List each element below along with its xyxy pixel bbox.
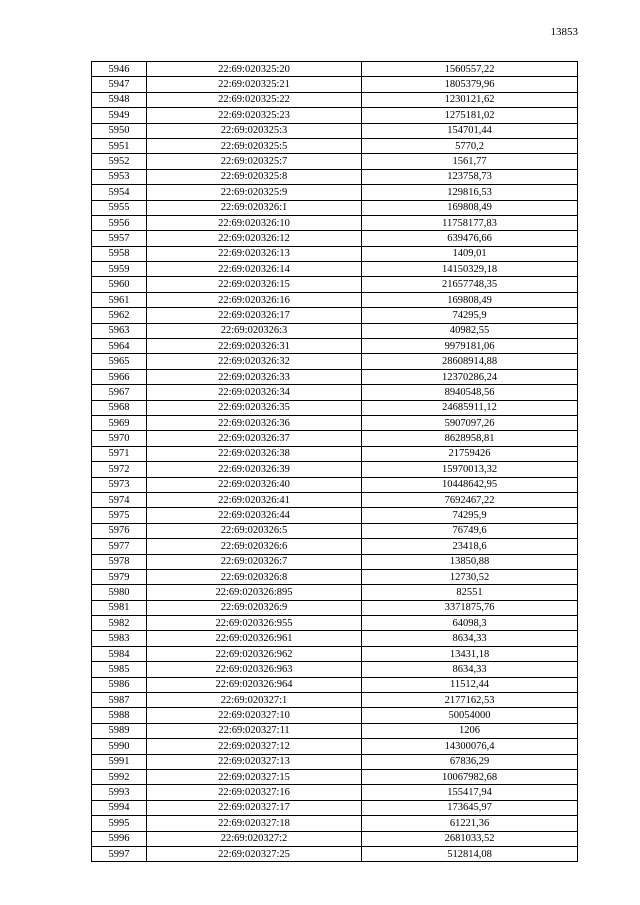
cadastral-value-cell: 1275181,02	[362, 108, 578, 123]
cadastral-number-cell: 22:69:020325:20	[147, 62, 362, 77]
table-row	[92, 215, 578, 230]
table-row	[92, 846, 578, 861]
table-row	[92, 677, 578, 692]
cadastral-value-cell: 74295,9	[362, 508, 578, 523]
row-number-cell: 5985	[92, 662, 147, 677]
cadastral-value-cell: 639476,66	[362, 231, 578, 246]
row-number-cell: 5962	[92, 308, 147, 323]
cadastral-number-cell: 22:69:020326:38	[147, 446, 362, 461]
cadastral-value-cell: 74295,9	[362, 308, 578, 323]
cadastral-number-cell: 22:69:020326:32	[147, 354, 362, 369]
cadastral-number-cell: 22:69:020327:13	[147, 754, 362, 769]
table-row	[92, 231, 578, 246]
cadastral-number-cell: 22:69:020327:18	[147, 816, 362, 831]
cadastral-value-cell: 8634,33	[362, 662, 578, 677]
row-number-cell: 5969	[92, 415, 147, 430]
table-row	[92, 446, 578, 461]
row-number-cell: 5974	[92, 492, 147, 507]
row-number-cell: 5975	[92, 508, 147, 523]
table-row	[92, 816, 578, 831]
row-number-cell: 5961	[92, 292, 147, 307]
cadastral-value-cell: 2177162,53	[362, 693, 578, 708]
row-number-cell: 5990	[92, 739, 147, 754]
cadastral-value-cell: 155417,94	[362, 785, 578, 800]
table-row	[92, 200, 578, 215]
row-number-cell: 5967	[92, 385, 147, 400]
table-row	[92, 415, 578, 430]
table-row	[92, 554, 578, 569]
cadastral-value-cell: 10448642,95	[362, 477, 578, 492]
row-number-cell: 5991	[92, 754, 147, 769]
cadastral-number-cell: 22:69:020326:1	[147, 200, 362, 215]
cadastral-value-cell: 14300076,4	[362, 739, 578, 754]
cadastral-value-cell: 2681033,52	[362, 831, 578, 846]
table-row	[92, 646, 578, 661]
row-number-cell: 5965	[92, 354, 147, 369]
cadastral-number-cell: 22:69:020326:5	[147, 523, 362, 538]
cadastral-value-cell: 5770,2	[362, 138, 578, 153]
table-row	[92, 769, 578, 784]
cadastral-value-cell: 8634,33	[362, 631, 578, 646]
cadastral-value-cell: 23418,6	[362, 539, 578, 554]
row-number-cell: 5958	[92, 246, 147, 261]
cadastral-number-cell: 22:69:020325:3	[147, 123, 362, 138]
cadastral-value-cell: 21759426	[362, 446, 578, 461]
cadastral-number-cell: 22:69:020326:964	[147, 677, 362, 692]
table-row	[92, 831, 578, 846]
table-row	[92, 754, 578, 769]
cadastral-value-cell: 5907097,26	[362, 415, 578, 430]
cadastral-value-cell: 1206	[362, 723, 578, 738]
cadastral-value-cell: 8940548,56	[362, 385, 578, 400]
cadastral-number-cell: 22:69:020326:40	[147, 477, 362, 492]
cadastral-value-cell: 15970013,32	[362, 462, 578, 477]
table-row	[92, 431, 578, 446]
row-number-cell: 5966	[92, 369, 147, 384]
cadastral-number-cell: 22:69:020326:6	[147, 539, 362, 554]
table-row	[92, 185, 578, 200]
row-number-cell: 5946	[92, 62, 147, 77]
row-number-cell: 5979	[92, 569, 147, 584]
cadastral-value-cell: 1560557,22	[362, 62, 578, 77]
table-row	[92, 77, 578, 92]
row-number-cell: 5981	[92, 600, 147, 615]
row-number-cell: 5954	[92, 185, 147, 200]
row-number-cell: 5982	[92, 616, 147, 631]
cadastral-number-cell: 22:69:020326:955	[147, 616, 362, 631]
row-number-cell: 5972	[92, 462, 147, 477]
cadastral-number-cell: 22:69:020326:3	[147, 323, 362, 338]
cadastral-value-cell: 129816,53	[362, 185, 578, 200]
cadastral-value-cell: 13431,18	[362, 646, 578, 661]
row-number-cell: 5978	[92, 554, 147, 569]
row-number-cell: 5992	[92, 769, 147, 784]
row-number-cell: 5986	[92, 677, 147, 692]
cadastral-value-cell: 12370286,24	[362, 369, 578, 384]
cadastral-value-cell: 1230121,62	[362, 92, 578, 107]
cadastral-value-cell: 40982,55	[362, 323, 578, 338]
table-row	[92, 708, 578, 723]
cadastral-number-cell: 22:69:020326:961	[147, 631, 362, 646]
table-row	[92, 662, 578, 677]
table-row	[92, 600, 578, 615]
row-number-cell: 5970	[92, 431, 147, 446]
row-number-cell: 5997	[92, 846, 147, 861]
cadastral-number-cell: 22:69:020325:7	[147, 154, 362, 169]
row-number-cell: 5996	[92, 831, 147, 846]
cadastral-number-cell: 22:69:020325:8	[147, 169, 362, 184]
row-number-cell: 5957	[92, 231, 147, 246]
cadastral-number-cell: 22:69:020326:895	[147, 585, 362, 600]
row-number-cell: 5983	[92, 631, 147, 646]
cadastral-number-cell: 22:69:020326:963	[147, 662, 362, 677]
table-row	[92, 369, 578, 384]
cadastral-number-cell: 22:69:020326:33	[147, 369, 362, 384]
table-row	[92, 154, 578, 169]
cadastral-number-cell: 22:69:020327:16	[147, 785, 362, 800]
cadastral-value-cell: 64098,3	[362, 616, 578, 631]
row-number-cell: 5951	[92, 138, 147, 153]
cadastral-number-cell: 22:69:020327:15	[147, 769, 362, 784]
row-number-cell: 5994	[92, 800, 147, 815]
cadastral-value-cell: 82551	[362, 585, 578, 600]
table-row	[92, 739, 578, 754]
table-row	[92, 569, 578, 584]
table-row	[92, 169, 578, 184]
table-row	[92, 539, 578, 554]
cadastral-number-cell: 22:69:020326:962	[147, 646, 362, 661]
table-row	[92, 123, 578, 138]
row-number-cell: 5980	[92, 585, 147, 600]
cadastral-number-cell: 22:69:020327:1	[147, 693, 362, 708]
cadastral-number-cell: 22:69:020325:21	[147, 77, 362, 92]
table-row	[92, 723, 578, 738]
table-row	[92, 108, 578, 123]
table-row	[92, 385, 578, 400]
cadastral-number-cell: 22:69:020327:17	[147, 800, 362, 815]
cadastral-value-cell: 123758,73	[362, 169, 578, 184]
cadastral-number-cell: 22:69:020326:34	[147, 385, 362, 400]
cadastral-number-cell: 22:69:020326:13	[147, 246, 362, 261]
table-row	[92, 262, 578, 277]
cadastral-value-cell: 11512,44	[362, 677, 578, 692]
row-number-cell: 5959	[92, 262, 147, 277]
row-number-cell: 5956	[92, 215, 147, 230]
cadastral-number-cell: 22:69:020327:25	[147, 846, 362, 861]
table-row	[92, 585, 578, 600]
cadastral-value-cell: 8628958,81	[362, 431, 578, 446]
row-number-cell: 5947	[92, 77, 147, 92]
cadastral-value-cell: 9979181,06	[362, 339, 578, 354]
cadastral-number-cell: 22:69:020326:8	[147, 569, 362, 584]
table-row	[92, 785, 578, 800]
table-row	[92, 400, 578, 415]
table-row	[92, 523, 578, 538]
cadastral-value-cell: 21657748,35	[362, 277, 578, 292]
cadastral-number-cell: 22:69:020326:35	[147, 400, 362, 415]
table-row	[92, 62, 578, 77]
cadastral-number-cell: 22:69:020326:16	[147, 292, 362, 307]
table-row	[92, 292, 578, 307]
table-row	[92, 631, 578, 646]
cadastral-value-cell: 7692467,22	[362, 492, 578, 507]
row-number-cell: 5950	[92, 123, 147, 138]
cadastral-value-cell: 14150329,18	[362, 262, 578, 277]
table-row	[92, 477, 578, 492]
cadastral-value-cell: 10067982,68	[362, 769, 578, 784]
table-body	[92, 62, 578, 862]
cadastral-number-cell: 22:69:020327:12	[147, 739, 362, 754]
table-row	[92, 308, 578, 323]
cadastral-number-cell: 22:69:020326:10	[147, 215, 362, 230]
cadastral-value-cell: 169808,49	[362, 200, 578, 215]
cadastral-value-cell: 28608914,88	[362, 354, 578, 369]
cadastral-number-cell: 22:69:020326:9	[147, 600, 362, 615]
table-row	[92, 616, 578, 631]
cadastral-number-cell: 22:69:020325:5	[147, 138, 362, 153]
cadastral-value-cell: 512814,08	[362, 846, 578, 861]
row-number-cell: 5989	[92, 723, 147, 738]
row-number-cell: 5988	[92, 708, 147, 723]
cadastral-number-cell: 22:69:020325:23	[147, 108, 362, 123]
cadastral-value-cell: 13850,88	[362, 554, 578, 569]
row-number-cell: 5984	[92, 646, 147, 661]
cadastral-number-cell: 22:69:020326:44	[147, 508, 362, 523]
table-row	[92, 277, 578, 292]
row-number-cell: 5971	[92, 446, 147, 461]
table-row	[92, 693, 578, 708]
row-number-cell: 5949	[92, 108, 147, 123]
cadastral-number-cell: 22:69:020326:14	[147, 262, 362, 277]
table-row	[92, 339, 578, 354]
row-number-cell: 5993	[92, 785, 147, 800]
row-number-cell: 5948	[92, 92, 147, 107]
table-row	[92, 462, 578, 477]
row-number-cell: 5964	[92, 339, 147, 354]
cadastral-value-cell: 12730,52	[362, 569, 578, 584]
row-number-cell: 5977	[92, 539, 147, 554]
cadastral-number-cell: 22:69:020327:2	[147, 831, 362, 846]
table-row	[92, 92, 578, 107]
cadastral-number-cell: 22:69:020326:12	[147, 231, 362, 246]
cadastral-value-cell: 50054000	[362, 708, 578, 723]
cadastral-number-cell: 22:69:020326:39	[147, 462, 362, 477]
table-row	[92, 354, 578, 369]
cadastral-value-cell: 24685911,12	[362, 400, 578, 415]
table-row	[92, 138, 578, 153]
cadastral-value-cell: 1805379,96	[362, 77, 578, 92]
row-number-cell: 5976	[92, 523, 147, 538]
cadastral-number-cell: 22:69:020326:15	[147, 277, 362, 292]
row-number-cell: 5987	[92, 693, 147, 708]
table-row	[92, 492, 578, 507]
row-number-cell: 5960	[92, 277, 147, 292]
cadastral-number-cell: 22:69:020325:22	[147, 92, 362, 107]
row-number-cell: 5963	[92, 323, 147, 338]
cadastral-number-cell: 22:69:020327:10	[147, 708, 362, 723]
row-number-cell: 5968	[92, 400, 147, 415]
cadastral-number-cell: 22:69:020326:37	[147, 431, 362, 446]
table-row	[92, 800, 578, 815]
cadastral-value-cell: 1561,77	[362, 154, 578, 169]
cadastral-value-cell: 1409,01	[362, 246, 578, 261]
cadastral-value-cell: 76749,6	[362, 523, 578, 538]
cadastral-number-cell: 22:69:020326:17	[147, 308, 362, 323]
cadastral-value-cell: 11758177,83	[362, 215, 578, 230]
cadastral-number-cell: 22:69:020326:31	[147, 339, 362, 354]
cadastral-number-cell: 22:69:020327:11	[147, 723, 362, 738]
cadastral-value-cell: 61221,36	[362, 816, 578, 831]
cadastral-value-cell: 67836,29	[362, 754, 578, 769]
row-number-cell: 5952	[92, 154, 147, 169]
cadastral-number-cell: 22:69:020326:7	[147, 554, 362, 569]
cadastral-number-cell: 22:69:020326:41	[147, 492, 362, 507]
table-row	[92, 246, 578, 261]
cadastral-value-table	[91, 61, 578, 862]
cadastral-value-cell: 3371875,76	[362, 600, 578, 615]
row-number-cell: 5953	[92, 169, 147, 184]
cadastral-value-cell: 154701,44	[362, 123, 578, 138]
cadastral-number-cell: 22:69:020325:9	[147, 185, 362, 200]
table-row	[92, 323, 578, 338]
row-number-cell: 5995	[92, 816, 147, 831]
row-number-cell: 5955	[92, 200, 147, 215]
cadastral-value-cell: 169808,49	[362, 292, 578, 307]
table-row	[92, 508, 578, 523]
cadastral-number-cell: 22:69:020326:36	[147, 415, 362, 430]
row-number-cell: 5973	[92, 477, 147, 492]
cadastral-value-cell: 173645,97	[362, 800, 578, 815]
page-number: 13853	[550, 26, 578, 38]
